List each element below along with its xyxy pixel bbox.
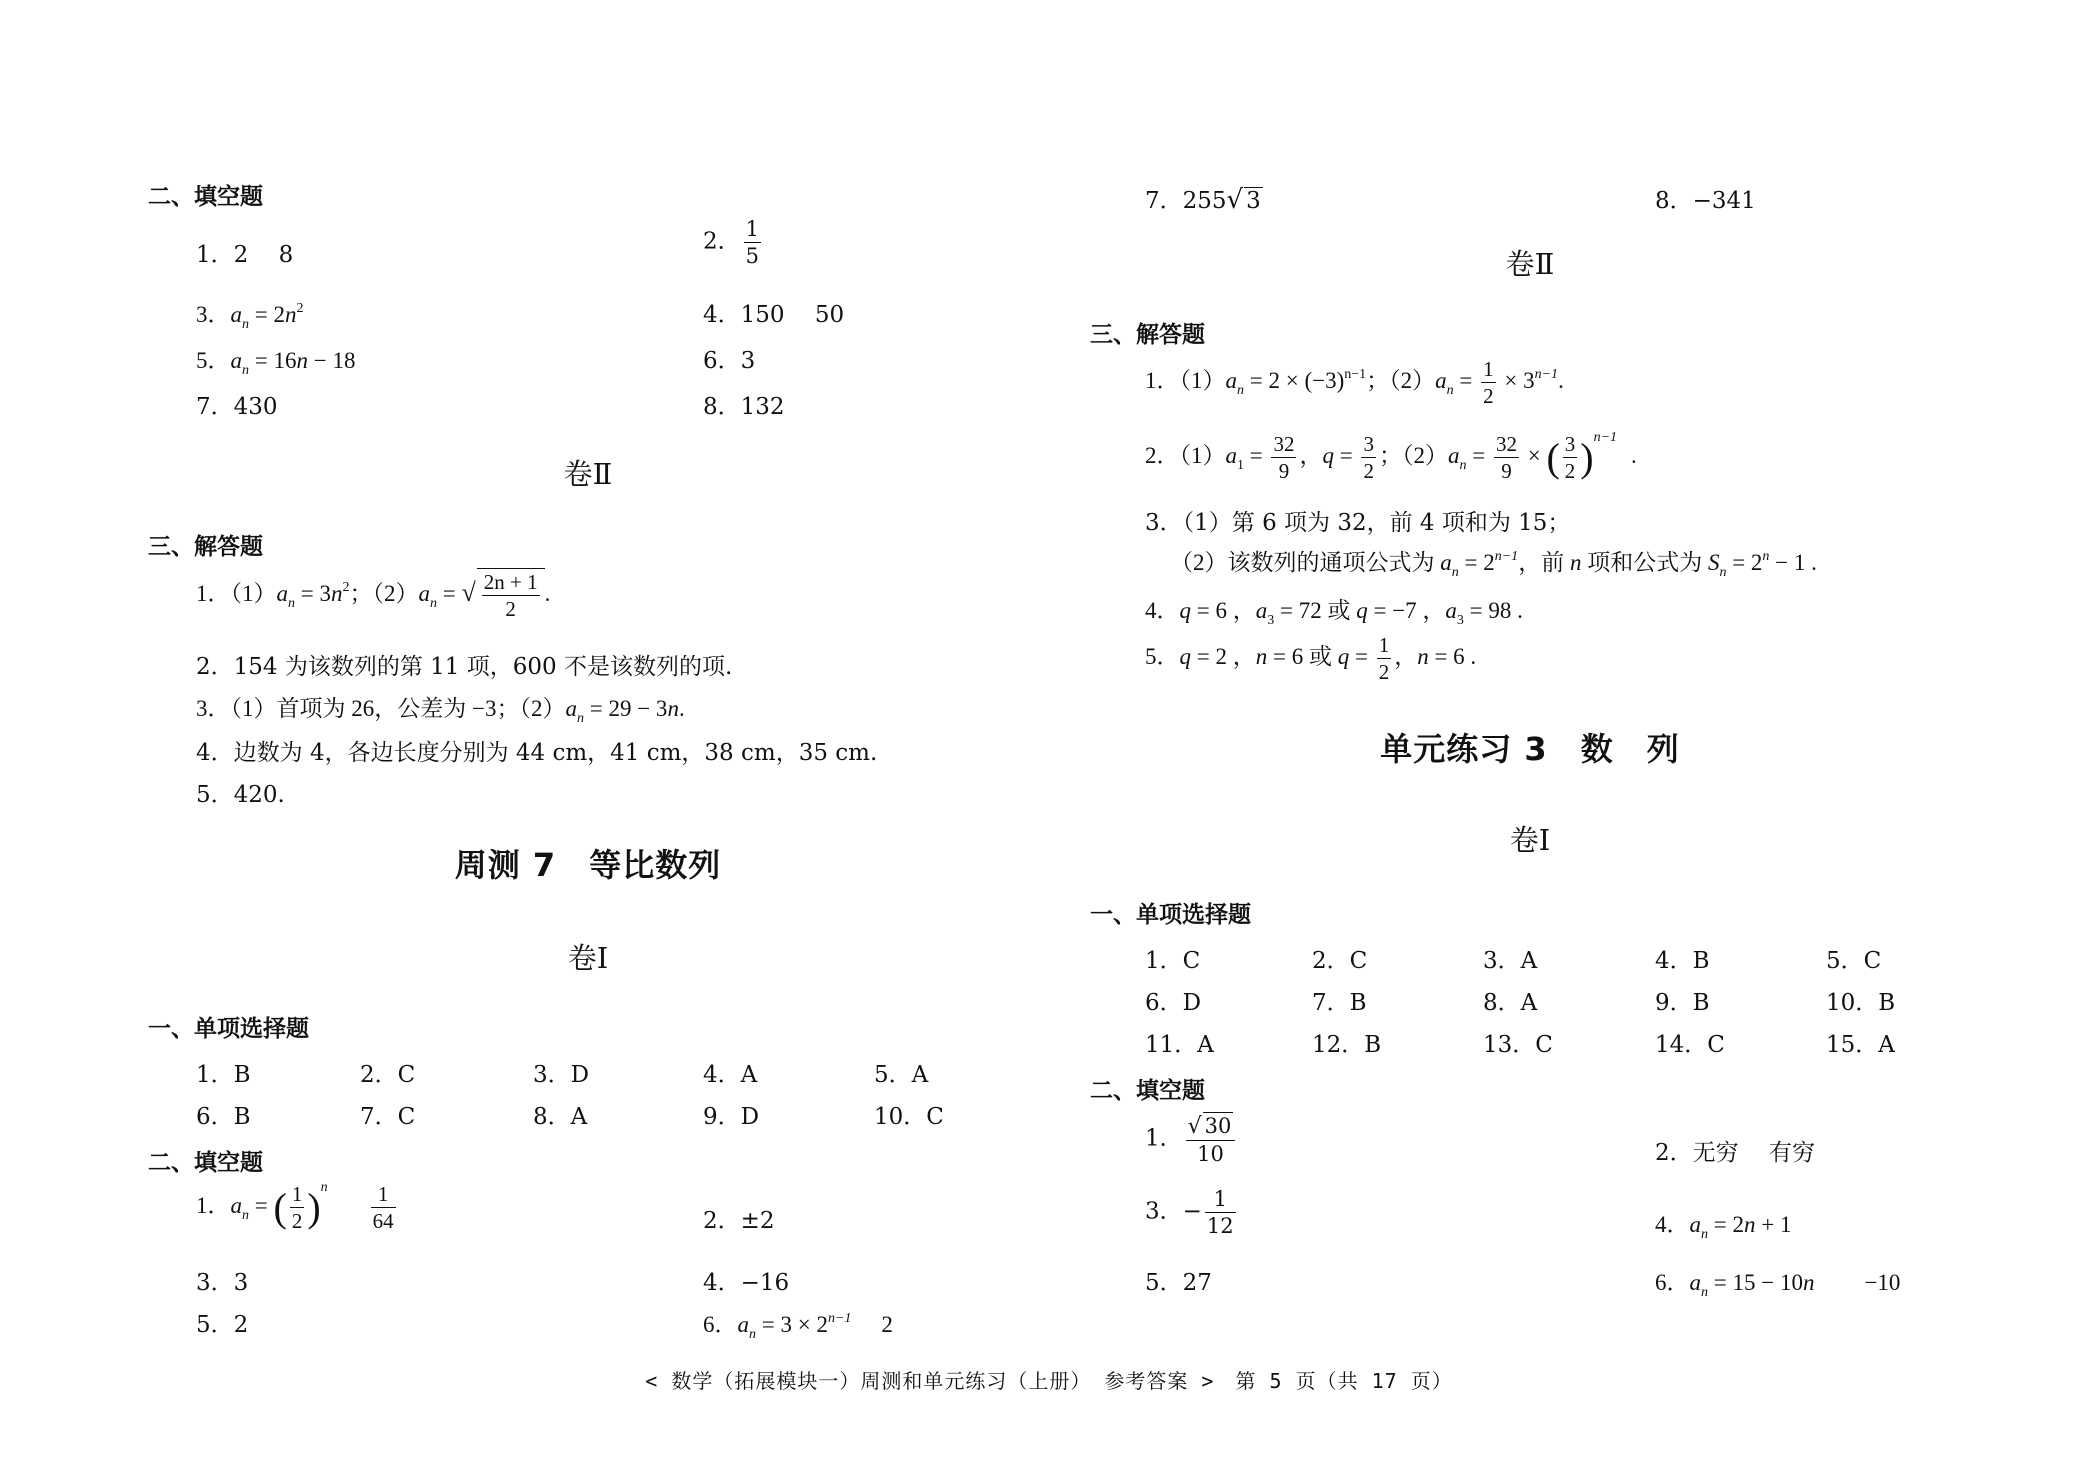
unit-exercise-3-title: 单元练习 3 数 列 [1380, 730, 1680, 768]
choice-r13: 13．C [1483, 1032, 1553, 1058]
solve-answer-1: 1．$(1)a_n = 3n^2$；$(2)a_n$ = √ $\frac{2n + 1}{2}$ . [196, 570, 551, 621]
week-test-7-title: 周测 7 等比数列 [454, 846, 722, 884]
choice-6: 6．B [196, 1104, 251, 1130]
page-footer: < 数学（拓展模块一）周测和单元练习（上册） 参考答案 > 第 5 页（共 17 页） [645, 1369, 1453, 1393]
fill-answer-2: 2． $\frac{1}{5}$ [703, 217, 760, 268]
choice-10: 10．C [874, 1104, 944, 1130]
fill-right-answer-3: 3．− $\frac{1}{12}$ [1145, 1187, 1234, 1238]
section-solve-heading: 三、解答题 [148, 534, 263, 560]
fill-answer-5: 5．$a_n = 16n - 18$ [196, 348, 356, 378]
fill-answer-8-right: 8．−341 [1655, 188, 1756, 214]
fill2-answer-6: 6．$a_n = 3 \times 2^{n-1}$ 2 [703, 1311, 893, 1342]
fill-answer-8: 8．132 [703, 394, 785, 420]
choice-7: 7．C [360, 1104, 416, 1130]
choice-r10: 10．B [1826, 990, 1896, 1016]
choice-r9: 9．B [1655, 990, 1710, 1016]
volume-1-heading: 卷Ⅰ [567, 941, 609, 975]
fill-answer-3: 3．$a_n = 2n^2$ [196, 301, 304, 332]
choice-r3: 3．A [1483, 948, 1538, 974]
section-choice-heading-right: 一、单项选择题 [1090, 902, 1251, 928]
section-fill-heading: 二、填空题 [148, 184, 263, 210]
fill2-answer-5: 5．2 [196, 1312, 249, 1338]
section-choice-heading: 一、单项选择题 [148, 1016, 309, 1042]
volume-2-heading-right: 卷Ⅱ [1505, 247, 1555, 281]
choice-r5: 5．C [1826, 948, 1882, 974]
section-fill2-heading: 二、填空题 [148, 1150, 263, 1176]
solve-answer-3: 3．（1）首项为 26，公差为 −3；$(2)a_n = 29 - 3n$. [196, 696, 685, 726]
fill-right-answer-4: 4．$a_n = 2n + 1$ [1655, 1212, 1792, 1242]
volume-2-heading: 卷Ⅱ [563, 457, 613, 491]
choice-r7: 7．B [1312, 990, 1367, 1016]
choice-5: 5．A [874, 1062, 929, 1088]
solve-answer-1-right: 1．$(1)a_n = 2 \times (-3)^{n-1}$；$(2)a_n$ = $\frac{1}{2}$ × $3^{n-1}$. [1145, 357, 1564, 408]
fill2-answer-2: 2．±2 [703, 1208, 775, 1234]
choice-r1: 1．C [1145, 948, 1201, 974]
solve-answer-2-right: 2．$(1)a_1$ = $\frac{32}{9}$ ，q = $\frac{3}{2}$ ；$(2)a_n$ = $\frac{32}{9}$ × ( $\frac{3}{2}$ )$^{n-1}$. [1145, 430, 1637, 484]
choice-r2: 2．C [1312, 948, 1368, 974]
choice-3: 3．D [533, 1062, 590, 1088]
fill-right-answer-1: 1． $\frac{√ 30}{10}$ [1145, 1112, 1238, 1167]
solve-answer-3a-right: 3．（1）第 6 项为 32，前 4 项和为 15； [1145, 510, 1571, 536]
solve-answer-4: 4．边数为 4，各边长度分别为 44 cm，41 cm，38 cm，35 cm. [196, 740, 878, 766]
choice-r8: 8．A [1483, 990, 1538, 1016]
choice-4: 4．A [703, 1062, 758, 1088]
solve-answer-3b-right: （2）该数列的通项公式为 $a_n = 2^{n-1}$，前 n 项和公式为 $S_n = 2^n - 1$ . [1170, 549, 1817, 580]
fill-right-answer-5: 5．27 [1145, 1270, 1212, 1296]
choice-r11: 11．A [1145, 1032, 1214, 1058]
fill-answer-6: 6．3 [703, 348, 756, 374]
choice-r4: 4．B [1655, 948, 1710, 974]
choice-r6: 6．D [1145, 990, 1202, 1016]
fill-right-answer-2: 2．无穷 有穷 [1655, 1140, 1815, 1166]
choice-r15: 15．A [1826, 1032, 1895, 1058]
choice-2: 2．C [360, 1062, 416, 1088]
right-column [1090, 0, 1970, 1360]
solve-answer-4-right: 4．q = 6 ，$a_3 = 72$ 或 q = −7 ，$a_3 = 98$ . [1145, 598, 1523, 628]
choice-1: 1．B [196, 1062, 251, 1088]
fill-answer-1: 1．2 8 [196, 242, 294, 268]
solve-answer-2: 2．154 为该数列的第 11 项，600 不是该数列的项. [196, 654, 733, 680]
fill-right-answer-6: 6．$a_n = 15 - 10n -10$ [1655, 1270, 1901, 1300]
fill2-answer-1: 1．$a_n$ = ( $\frac{1}{2}$ )$^n$ $\frac{1}{64}$ [196, 1180, 394, 1234]
fill-answer-4: 4．150 50 [703, 302, 845, 328]
solve-answer-5-right: 5．q = 2 ，n = 6 或 q = $\frac{1}{2}$ ，n = 6 . [1145, 633, 1477, 684]
choice-r14: 14．C [1655, 1032, 1725, 1058]
fill2-answer-4: 4．−16 [703, 1270, 790, 1296]
fill-answer-7-right: 7．255√ 3 [1145, 185, 1261, 215]
fill2-answer-3: 3．3 [196, 1270, 249, 1296]
fill-answer-7: 7．430 [196, 394, 278, 420]
solve-answer-5: 5．420. [196, 782, 285, 808]
section-fill-heading-right: 二、填空题 [1090, 1078, 1205, 1104]
left-column [148, 0, 1028, 1360]
choice-8: 8．A [533, 1104, 588, 1130]
volume-1-heading-right: 卷Ⅰ [1509, 823, 1551, 857]
choice-9: 9．D [703, 1104, 760, 1130]
section-solve-heading-right: 三、解答题 [1090, 322, 1205, 348]
choice-r12: 12．B [1312, 1032, 1382, 1058]
